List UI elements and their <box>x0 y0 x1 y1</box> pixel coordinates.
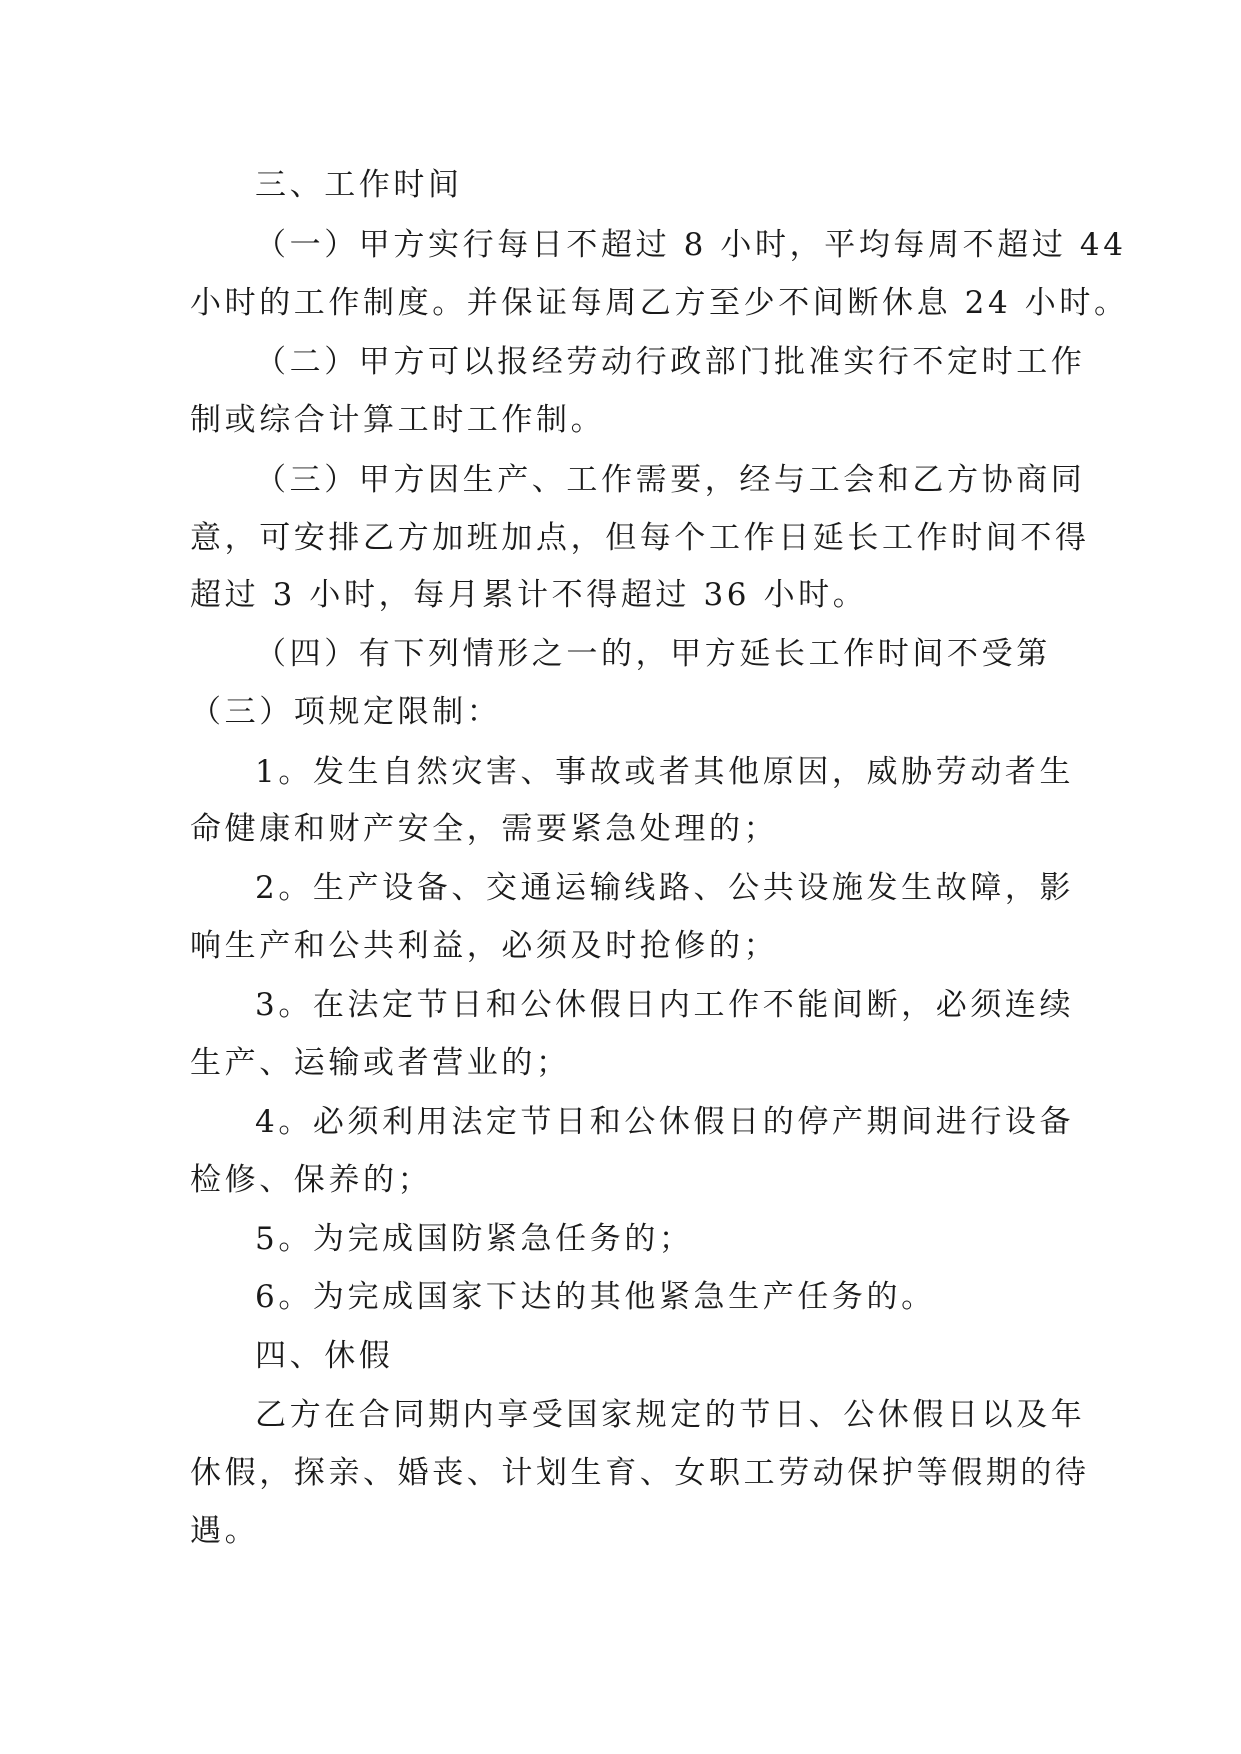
paragraph-line: （三）甲方因生产、工作需要，经与工会和乙方协商同 <box>255 462 1086 498</box>
list-item-line: 2。生产设备、交通运输线路、公共设施发生故障，影 <box>255 870 1075 906</box>
paragraph-line: 休假，探亲、婚丧、计划生育、女职工劳动保护等假期的待 <box>190 1455 1090 1491</box>
list-item-line: 3。在法定节日和公休假日内工作不能间断，必须连续 <box>255 987 1075 1023</box>
list-item-line: 6。为完成国家下达的其他紧急生产任务的。 <box>255 1279 936 1315</box>
paragraph-line: 制或综合计算工时工作制。 <box>190 402 606 438</box>
paragraph-line: 意，可安排乙方加班加点，但每个工作日延长工作时间不得 <box>190 520 1090 556</box>
paragraph-line: 超过 3 小时，每月累计不得超过 36 小时。 <box>190 577 868 613</box>
section-heading-vacation: 四、休假 <box>255 1338 394 1374</box>
list-item-line: 响生产和公共利益，必须及时抢修的； <box>190 928 779 964</box>
list-item-line: 命健康和财产安全，需要紧急处理的； <box>190 811 779 847</box>
paragraph-line: （三）项规定限制： <box>190 694 502 730</box>
paragraph-line: （四）有下列情形之一的，甲方延长工作时间不受第 <box>255 636 1051 672</box>
paragraph-line: （一）甲方实行每日不超过 8 小时，平均每周不超过 44 <box>255 227 1127 263</box>
list-item-line: 检修、保养的； <box>190 1162 433 1198</box>
paragraph-line: 遇。 <box>190 1513 260 1549</box>
list-item-line: 1。发生自然灾害、事故或者其他原因，威胁劳动者生 <box>255 754 1075 790</box>
list-item-line: 生产、运输或者营业的； <box>190 1045 571 1081</box>
list-item-line: 4。必须利用法定节日和公休假日的停产期间进行设备 <box>255 1104 1075 1140</box>
paragraph-line: 乙方在合同期内享受国家规定的节日、公休假日以及年 <box>255 1397 1086 1433</box>
section-heading-work-time: 三、工作时间 <box>255 167 463 203</box>
paragraph-line: 小时的工作制度。并保证每周乙方至少不间断休息 24 小时。 <box>190 285 1129 321</box>
paragraph-line: （二）甲方可以报经劳动行政部门批准实行不定时工作 <box>255 344 1086 380</box>
list-item-line: 5。为完成国防紧急任务的； <box>255 1221 694 1257</box>
